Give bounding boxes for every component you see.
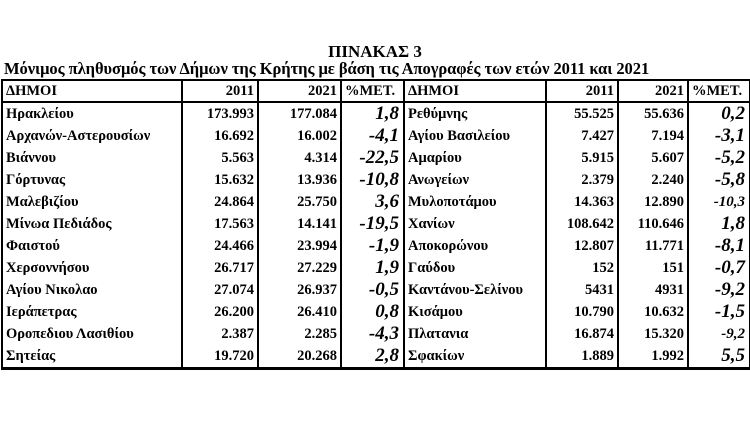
percent-change: -22,5 bbox=[341, 147, 404, 169]
population-2011: 14.363 bbox=[546, 191, 618, 213]
population-2011: 5431 bbox=[546, 279, 618, 301]
population-2011: 16.692 bbox=[182, 125, 258, 147]
header-2021-right: 2021 bbox=[618, 80, 688, 102]
municipality-name: Ρεθύμνης bbox=[404, 102, 546, 125]
municipality-name: Γόρτυνας bbox=[2, 169, 182, 191]
municipality-name: Αποκορώνου bbox=[404, 235, 546, 257]
population-2021: 11.771 bbox=[618, 235, 688, 257]
percent-change: -5,8 bbox=[688, 169, 750, 191]
population-2011: 12.807 bbox=[546, 235, 618, 257]
population-2021: 16.002 bbox=[258, 125, 341, 147]
population-2021: 7.194 bbox=[618, 125, 688, 147]
percent-change: -0,5 bbox=[341, 279, 404, 301]
population-2021: 13.936 bbox=[258, 169, 341, 191]
percent-change: -10,8 bbox=[341, 169, 404, 191]
percent-change: -1,9 bbox=[341, 235, 404, 257]
municipality-name: Σητείας bbox=[2, 345, 182, 369]
population-2011: 55.525 bbox=[546, 102, 618, 125]
municipality-name: Κισάμου bbox=[404, 301, 546, 323]
population-2011: 27.074 bbox=[182, 279, 258, 301]
population-2021: 14.141 bbox=[258, 213, 341, 235]
percent-change: 0,2 bbox=[688, 102, 750, 125]
population-2011: 17.563 bbox=[182, 213, 258, 235]
municipality-name: Οροπεδιου Λασιθίου bbox=[2, 323, 182, 345]
population-2021: 5.607 bbox=[618, 147, 688, 169]
header-municipality-left: ΔΗΜΟΙ bbox=[2, 80, 182, 102]
population-2011: 2.379 bbox=[546, 169, 618, 191]
table-row bbox=[2, 235, 750, 257]
municipality-name: Χερσοννήσου bbox=[2, 257, 182, 279]
municipality-name: Χανίων bbox=[404, 213, 546, 235]
table-row bbox=[2, 279, 750, 301]
population-2021: 4931 bbox=[618, 279, 688, 301]
header-2021-left: 2021 bbox=[258, 80, 341, 102]
percent-change: -10,3 bbox=[688, 191, 750, 213]
population-2011: 5.563 bbox=[182, 147, 258, 169]
population-2021: 177.084 bbox=[258, 102, 341, 125]
municipality-name: Σφακίων bbox=[404, 345, 546, 369]
header-2011-left: 2011 bbox=[182, 80, 258, 102]
percent-change: -8,1 bbox=[688, 235, 750, 257]
percent-change: -5,2 bbox=[688, 147, 750, 169]
population-2011: 108.642 bbox=[546, 213, 618, 235]
percent-change: 1,8 bbox=[341, 102, 404, 125]
percent-change: -9,2 bbox=[688, 279, 750, 301]
municipality-name: Φαιστού bbox=[2, 235, 182, 257]
municipality-name: Ανωγείων bbox=[404, 169, 546, 191]
population-2021: 26.410 bbox=[258, 301, 341, 323]
population-2011: 24.864 bbox=[182, 191, 258, 213]
table-row bbox=[2, 257, 750, 279]
municipality-name: Αγίου Βασιλείου bbox=[404, 125, 546, 147]
header-change-left: %ΜΕΤ. bbox=[341, 80, 404, 102]
percent-change: -9,2 bbox=[688, 323, 750, 345]
table-title: ΠΙΝΑΚΑΣ 3 bbox=[328, 42, 422, 61]
table-row bbox=[2, 323, 750, 345]
percent-change: 1,9 bbox=[341, 257, 404, 279]
percent-change: 5,5 bbox=[688, 345, 750, 369]
percent-change: 0,8 bbox=[341, 301, 404, 323]
population-2021: 151 bbox=[618, 257, 688, 279]
header-municipality-right: ΔΗΜΟΙ bbox=[404, 80, 546, 102]
population-2021: 26.937 bbox=[258, 279, 341, 301]
population-2011: 15.632 bbox=[182, 169, 258, 191]
population-table bbox=[1, 79, 750, 370]
table-header-row bbox=[2, 80, 750, 102]
municipality-name: Αμαρίου bbox=[404, 147, 546, 169]
municipality-name: Βιάννου bbox=[2, 147, 182, 169]
percent-change: -19,5 bbox=[341, 213, 404, 235]
municipality-name: Πλατανια bbox=[404, 323, 546, 345]
population-2011: 24.466 bbox=[182, 235, 258, 257]
table-row bbox=[2, 301, 750, 323]
population-2011: 26.200 bbox=[182, 301, 258, 323]
header-2011-right: 2011 bbox=[546, 80, 618, 102]
percent-change: -0,7 bbox=[688, 257, 750, 279]
population-2011: 5.915 bbox=[546, 147, 618, 169]
table-row bbox=[2, 147, 750, 169]
table-row bbox=[2, 213, 750, 235]
population-2021: 25.750 bbox=[258, 191, 341, 213]
population-2021: 15.320 bbox=[618, 323, 688, 345]
municipality-name: Καντάνου-Σελίνου bbox=[404, 279, 546, 301]
municipality-name: Μυλοποτάμου bbox=[404, 191, 546, 213]
municipality-name: Γαύδου bbox=[404, 257, 546, 279]
municipality-name: Ηρακλείου bbox=[2, 102, 182, 125]
percent-change: -4,1 bbox=[341, 125, 404, 147]
population-2011: 152 bbox=[546, 257, 618, 279]
population-2021: 27.229 bbox=[258, 257, 341, 279]
population-2011: 26.717 bbox=[182, 257, 258, 279]
table-row bbox=[2, 102, 750, 125]
population-2011: 10.790 bbox=[546, 301, 618, 323]
table-row bbox=[2, 345, 750, 369]
percent-change: 1,8 bbox=[688, 213, 750, 235]
population-2011: 16.874 bbox=[546, 323, 618, 345]
table-row bbox=[2, 125, 750, 147]
population-2021: 20.268 bbox=[258, 345, 341, 369]
percent-change: 3,6 bbox=[341, 191, 404, 213]
population-2011: 19.720 bbox=[182, 345, 258, 369]
population-2021: 1.992 bbox=[618, 345, 688, 369]
population-2021: 2.240 bbox=[618, 169, 688, 191]
percent-change: -4,3 bbox=[341, 323, 404, 345]
percent-change: -1,5 bbox=[688, 301, 750, 323]
municipality-name: Ιεράπετρας bbox=[2, 301, 182, 323]
population-2011: 7.427 bbox=[546, 125, 618, 147]
table-subtitle: Μόνιμος πληθυσμός των Δήμων της Κρήτης με βάση τις Απογραφές των ετών 2011 και 2021 bbox=[4, 59, 650, 78]
municipality-name: Μίνωα Πεδιάδος bbox=[2, 213, 182, 235]
population-2021: 110.646 bbox=[618, 213, 688, 235]
municipality-name: Αρχανών-Αστερουσίων bbox=[2, 125, 182, 147]
percent-change: 2,8 bbox=[341, 345, 404, 369]
table-body bbox=[2, 102, 750, 369]
population-2021: 23.994 bbox=[258, 235, 341, 257]
population-2011: 1.889 bbox=[546, 345, 618, 369]
population-2021: 10.632 bbox=[618, 301, 688, 323]
header-change-right: %ΜΕΤ. bbox=[688, 80, 750, 102]
table-row bbox=[2, 191, 750, 213]
population-2021: 2.285 bbox=[258, 323, 341, 345]
municipality-name: Μαλεβιζίου bbox=[2, 191, 182, 213]
population-2011: 173.993 bbox=[182, 102, 258, 125]
table-row bbox=[2, 169, 750, 191]
population-2021: 55.636 bbox=[618, 102, 688, 125]
population-2021: 12.890 bbox=[618, 191, 688, 213]
municipality-name: Αγίου Νικολαο bbox=[2, 279, 182, 301]
population-2011: 2.387 bbox=[182, 323, 258, 345]
population-2021: 4.314 bbox=[258, 147, 341, 169]
percent-change: -3,1 bbox=[688, 125, 750, 147]
